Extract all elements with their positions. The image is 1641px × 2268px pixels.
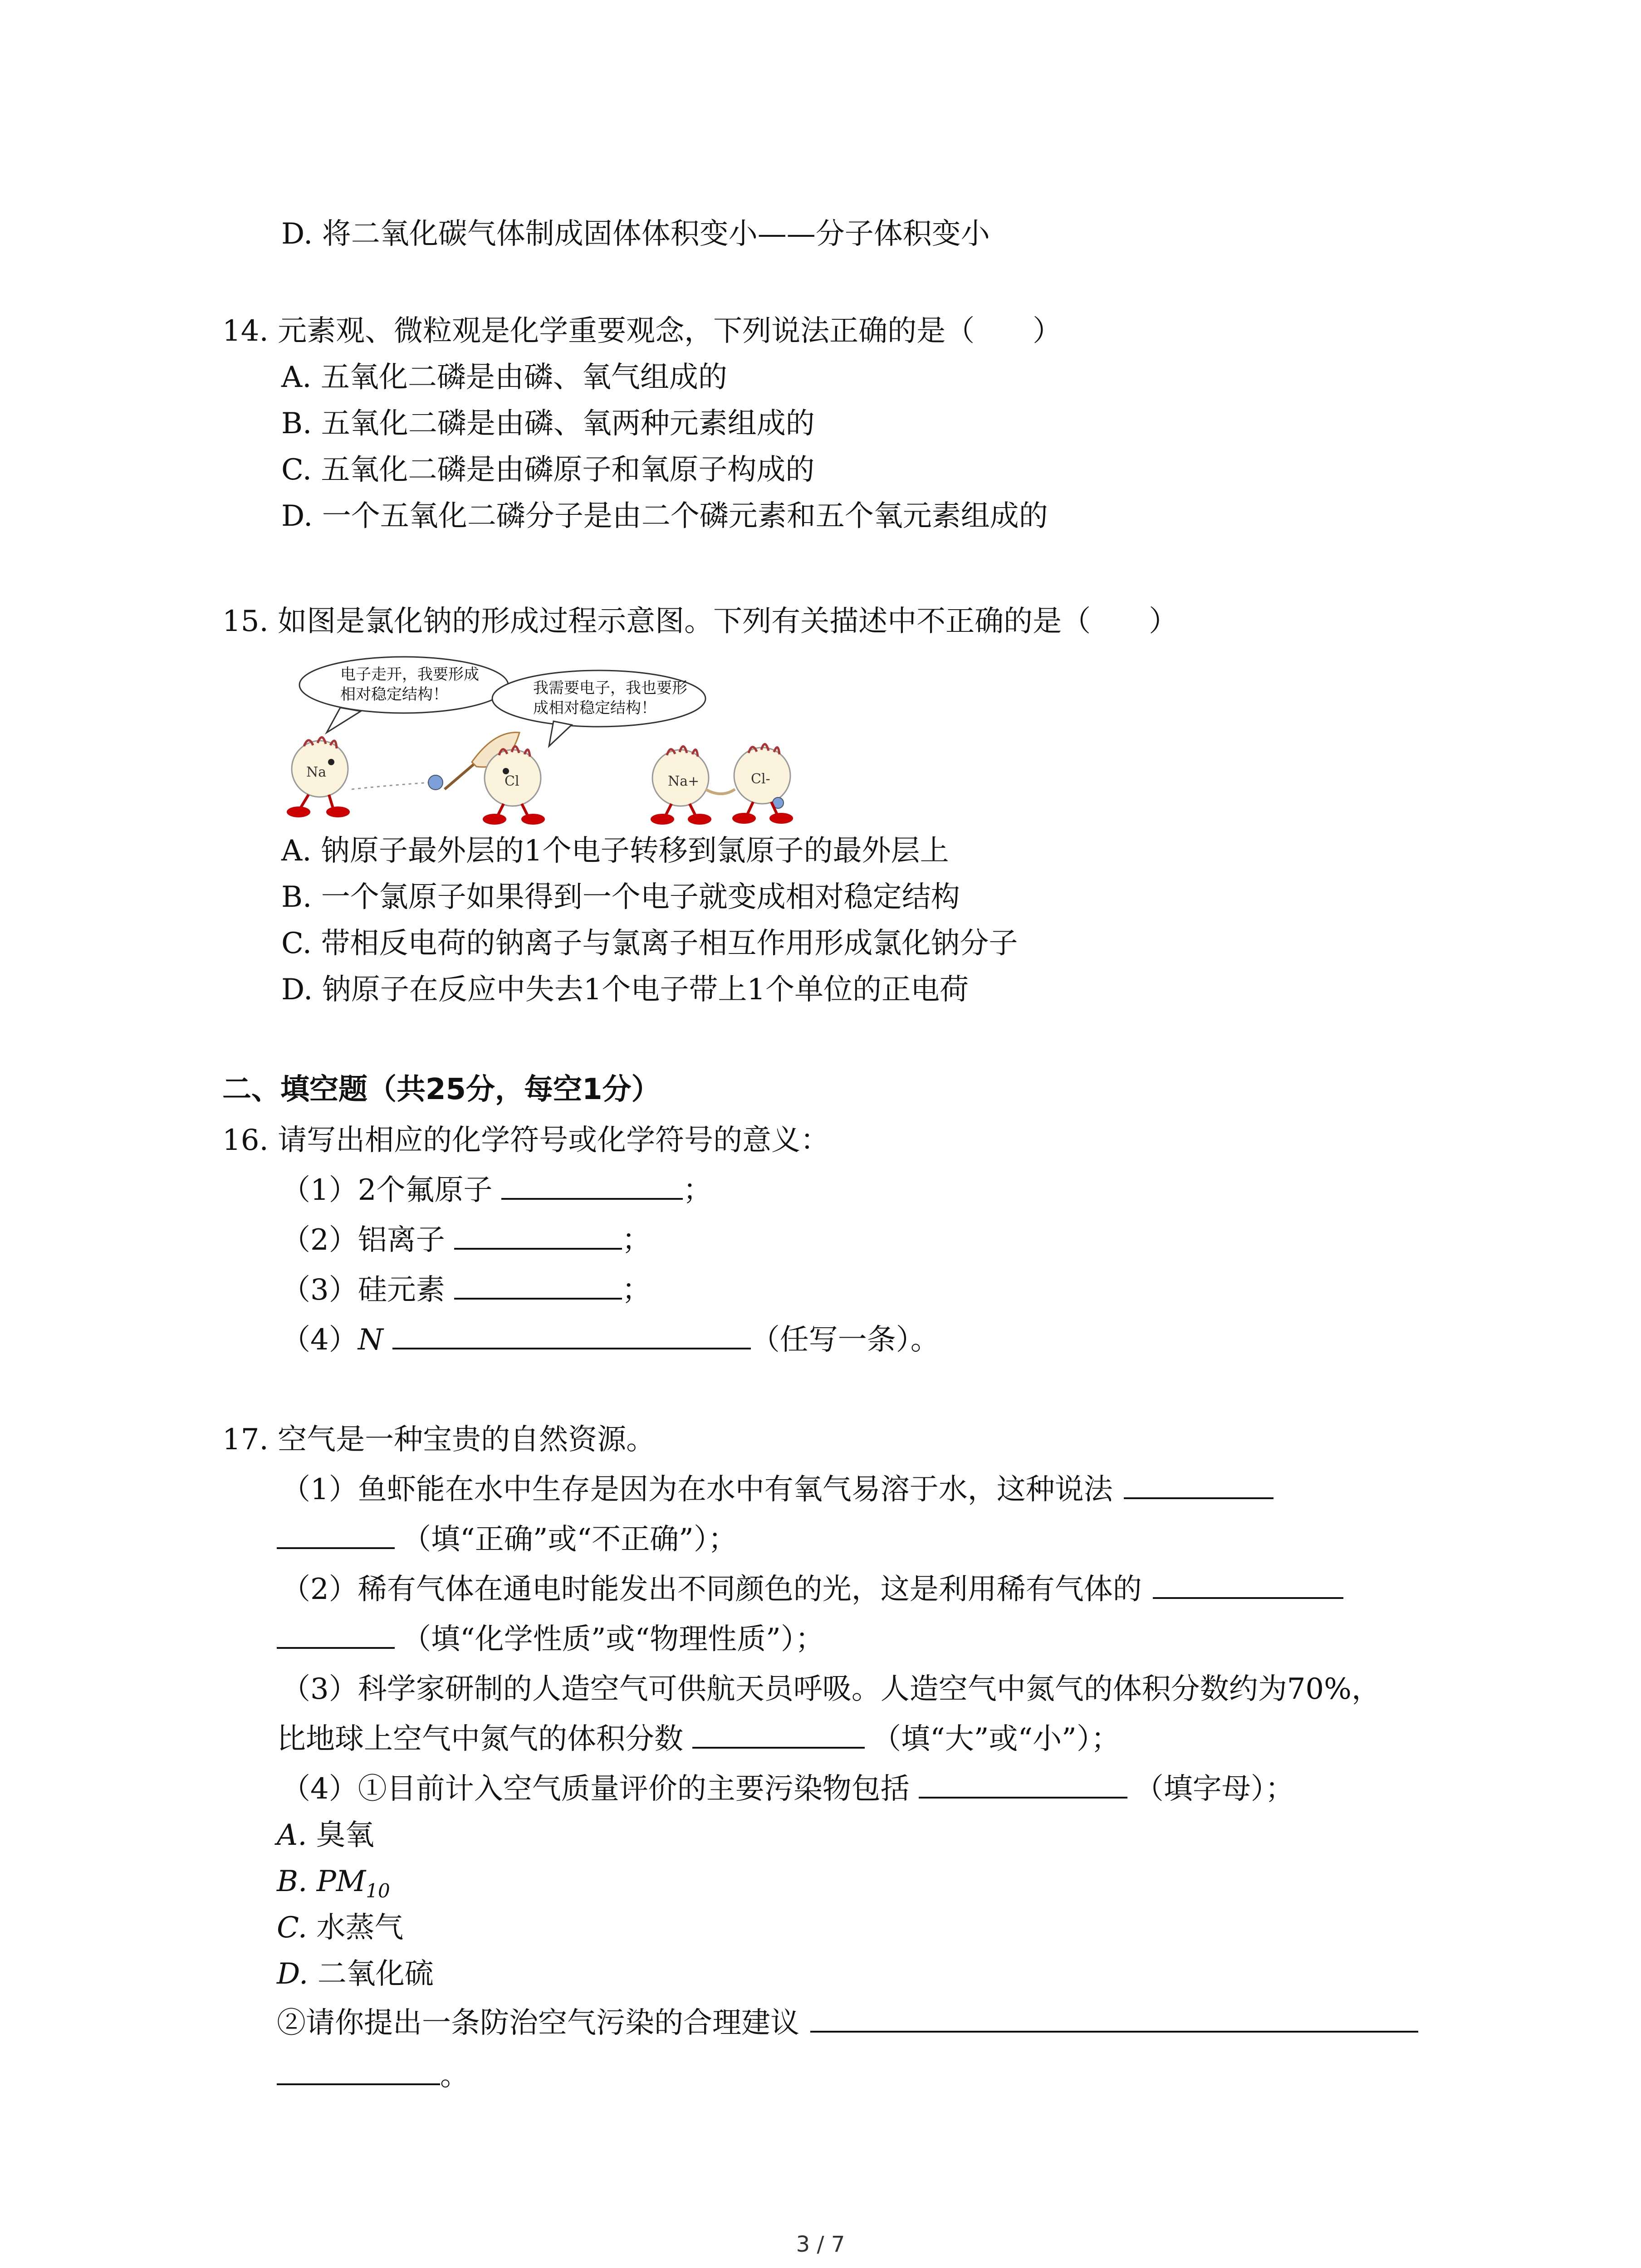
q15-stem: 15. 如图是氯化钠的形成过程示意图。下列有关描述中不正确的是（ ） — [222, 605, 1178, 638]
q16-blank-3[interactable] — [454, 1271, 622, 1300]
cl-ion-character — [732, 744, 793, 824]
q17-option-c: C. 水蒸气 — [277, 1911, 404, 1945]
q14-stem: 14. 元素观、微粒观是化学重要观念，下列说法正确的是（ ） — [222, 314, 1062, 348]
na-atom-character — [287, 737, 350, 817]
q17-option-d: D. 二氧化硫 — [277, 1957, 434, 1991]
page-number: 3 / 7 — [796, 2232, 845, 2257]
q16-blank-4[interactable] — [392, 1320, 751, 1349]
q16-blank-1[interactable] — [501, 1171, 683, 1200]
q15-option-c: C. 带相反电荷的钠离子与氯离子相互作用形成氯化钠分子 — [281, 927, 1018, 960]
q17-part-1b: （填“正确”或“不正确”）； — [277, 1519, 737, 1560]
q16-part-4: （4）N （任写一条）。 — [281, 1319, 940, 1361]
q17-part-2b: （填“化学性质”或“物理性质”）； — [277, 1618, 824, 1660]
q17-stem: 17. 空气是一种宝贵的自然资源。 — [222, 1423, 656, 1457]
q16-part-2: （2）铝离子 ； — [281, 1219, 651, 1261]
q14-option-d: D. 一个五氧化二磷分子是由二个磷元素和五个氧元素组成的 — [281, 499, 1048, 533]
q17-blank-2b[interactable] — [277, 1620, 395, 1649]
q15-option-b: B. 一个氯原子如果得到一个电子就变成相对稳定结构 — [281, 880, 960, 914]
bubble-1-line-2: 相对稳定结构！ — [340, 685, 448, 704]
q17-blank-4b[interactable] — [810, 2004, 1418, 2033]
q17-option-b: B. $PM_{10}$ — [277, 1865, 390, 1902]
q17-part-4a: （4）①目前计入空气质量评价的主要污染物包括 （填字母）； — [281, 1768, 1294, 1810]
svg-text:Na: Na — [306, 764, 327, 780]
q17-option-a: A. 臭氧 — [277, 1818, 374, 1852]
svg-text:Cl-: Cl- — [751, 771, 770, 787]
bubble-1-line-1: 电子走开，我要形成 — [340, 665, 479, 684]
svg-text:Na+: Na+ — [668, 773, 700, 789]
bubble-2-line-2: 成相对稳定结构！ — [533, 699, 656, 717]
q16-part-3: （3）硅元素 ； — [281, 1269, 651, 1311]
q17-blank-2a[interactable] — [1153, 1570, 1343, 1599]
q17-part-1a: （1）鱼虾能在水中生存是因为在水中有氧气易溶于水，这种说法 — [281, 1469, 1274, 1510]
q17-part-3b: 比地球上空气中氮气的体积分数 （填“大”或“小”）； — [277, 1718, 1120, 1760]
bubble-2-line-1: 我需要电子，我也要形 — [533, 679, 687, 697]
q17-part-3a: （3）科学家研制的人造空气可供航天员呼吸。人造空气中氮气的体积分数约为70%， — [281, 1672, 1381, 1706]
q17-part-4b: ②请你提出一条防治空气污染的合理建议 — [277, 2002, 1418, 2044]
cl-atom-character — [483, 746, 545, 825]
q17-part-4b-cont: 。 — [277, 2055, 469, 2097]
q17-blank-4b-cont[interactable] — [277, 2056, 440, 2085]
q16-stem: 16. 请写出相应的化学符号或化学符号的意义： — [222, 1124, 830, 1157]
section-2-title: 二、填空题（共25分，每空1分） — [222, 1073, 661, 1106]
q16-part-1: （1）2个氟原子 ； — [281, 1169, 712, 1211]
svg-text:Cl: Cl — [505, 773, 519, 789]
q15-option-a: A. 钠原子最外层的1个电子转移到氯原子的最外层上 — [281, 834, 949, 868]
q17-blank-4a[interactable] — [919, 1769, 1127, 1799]
q13-option-d: D. 将二氧化碳气体制成固体体积变小——分子体积变小 — [281, 217, 990, 251]
electron — [428, 775, 443, 790]
q17-blank-1a[interactable] — [1124, 1470, 1274, 1499]
q15-option-d: D. 钠原子在反应中失去1个电子带上1个单位的正电荷 — [281, 973, 969, 1007]
q17-part-2a: （2）稀有气体在通电时能发出不同颜色的光，这是利用稀有气体的 — [281, 1569, 1343, 1610]
q16-blank-2[interactable] — [454, 1221, 622, 1250]
q14-option-c: C. 五氧化二磷是由磷原子和氧原子构成的 — [281, 453, 815, 487]
q17-blank-3[interactable] — [692, 1720, 865, 1749]
na-ion-character — [651, 746, 711, 825]
q17-blank-1b[interactable] — [277, 1520, 395, 1549]
sodium-chloride-formation-figure — [281, 653, 835, 830]
q14-option-a: A. 五氧化二磷是由磷、氧气组成的 — [281, 361, 727, 394]
q14-option-b: B. 五氧化二磷是由磷、氧两种元素组成的 — [281, 407, 815, 440]
